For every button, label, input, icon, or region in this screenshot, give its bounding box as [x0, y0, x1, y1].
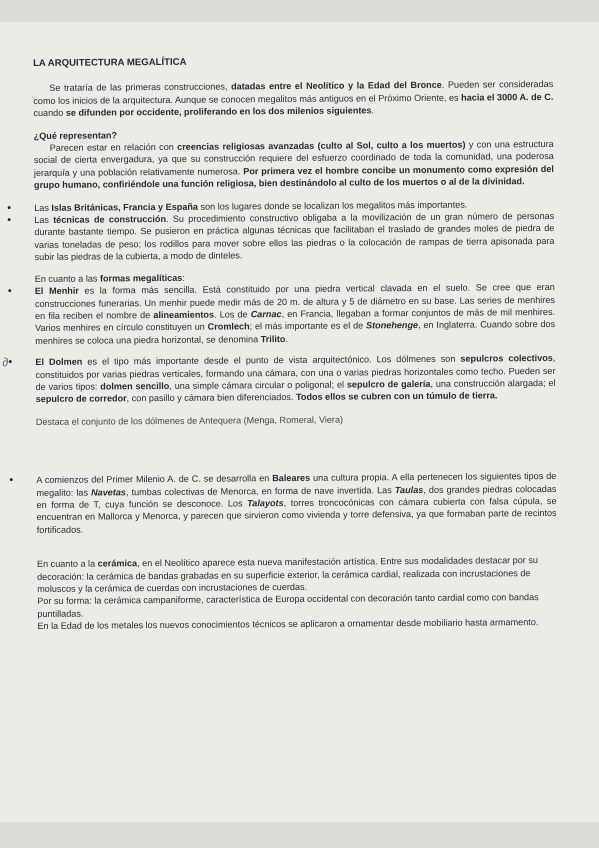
text: : [182, 272, 185, 283]
text: . [285, 333, 289, 344]
page-title: LA ARQUITECTURA MEGALÍTICA [33, 56, 187, 69]
text: En cuanto a la [36, 558, 98, 570]
text: , una construcción alargada; el [430, 377, 556, 389]
bold-text: El Dolmen [35, 356, 83, 368]
ceramica-paragraph-1 [37, 554, 557, 595]
bold-text: Cromlech [207, 321, 250, 332]
text: A comienzos del Primer Milenio A. de C. se desarrolla en [36, 473, 273, 486]
text: , en el Neolítico aparece esta nueva manifestación artística. Entre sus modalidades destacar por su decoración: la cerámica de bandas grabadas en su superficie exterior, la cerámica cardial, realizada con incrustaciones de moluscos y la cerámica de cuerdas con incrustaciones de cuerdas. [37, 555, 538, 594]
text: es la forma más sencilla. Está constituido por una piedra vertical clavada en el suelo. Se cree que eran construcciones funerarias. Un menhir puede medir más de 20 m. de altura y 5 de diámetro en su base. Las series de menhires en fila reciben el nombre de [34, 282, 555, 321]
text: y con una estructura social de cierta envergadura, ya que su construcción requiere del esfuerzo coordinado de toda la comunidad, una poderosa jerarquía y una población relativamente numerosa. [33, 138, 554, 178]
bold-text: Trilito [260, 333, 286, 344]
bold-text: hacia el 3000 A. de C. [461, 91, 554, 103]
bold-text: sepulcro de galería [346, 378, 431, 390]
list-item-dolmen [2, 352, 556, 406]
bold-text: datadas entre el Neolítico y la Edad del Bronce [231, 80, 442, 92]
bold-text: sepulcros colectivos [460, 353, 553, 364]
text: , con pasillo y cámara bien diferenciados. [126, 392, 297, 404]
bold-text: se difunden por occidente, proliferando en los dos milenios siguientes [65, 105, 372, 118]
bold-text: sepulcro de corredor [35, 393, 127, 405]
bold-italic-text: Stonehenge [365, 320, 419, 331]
ceramica-paragraph-3: En la Edad de los metales los nuevos conocimientos técnicos se aplicaron a ornamentar desde mobiliario hasta armamento. [37, 617, 539, 632]
text: , tumbas colectivas de Menorca, en forma de nave invertida. Las [125, 484, 395, 497]
bold-text: Islas Británicas, Francia y España [51, 201, 199, 213]
text: , en Inglaterra. Cuando sobre dos menhires se coloca una piedra horizontal, se denomina [35, 319, 556, 346]
document-page [0, 22, 599, 822]
text: ; el más importante es el de [249, 320, 367, 332]
text: . Los de [213, 309, 251, 320]
text: Las [34, 202, 52, 213]
intro-paragraph [33, 78, 553, 119]
text: . Su procedimiento constructivo obligaba a la movilización de un gran número de personas durante bastante tiempo. Se pusieron en práctica algunas técnicas que facilitaban el traslado de grandes moles de piedra de varias toneladas de peso; los rodillos para mover sobre ellos las piedras o la colocación de rampas de tierra apisonada para subir las piedras de la cubierta, a modo de dinteles. [34, 210, 555, 263]
text: , torres troncocónicas con cámara cubierta con falsa cúpula, se encuentran en Mallorca y Menorca, y parecen que sirvieron como vivienda y torre defensiva, ya que formaban parte de recintos fortificados. [36, 495, 557, 535]
list-item-baleares [36, 470, 556, 536]
bold-italic-text: Taulas [394, 484, 424, 495]
ceramica-paragraph-2: Por su forma: la cerámica campaniforme, característica de Europa occidental con decoración tanto cardial como con bandas puntilladas. [37, 592, 539, 619]
bold-italic-text: Talayots [247, 498, 284, 509]
text: son los lugares donde se localizan los megalitos más importantes. [197, 199, 468, 212]
list-item-techniques [34, 210, 554, 264]
text: . [371, 105, 375, 116]
text: Parecen estar en relación con [49, 141, 178, 153]
text: Las [34, 214, 54, 226]
bold-text: técnicas de construcción [53, 214, 167, 225]
list-item-menhir [35, 281, 555, 347]
section-heading-question: ¿Qué representan? [33, 129, 118, 141]
bold-text: Por primera vez el hombre concibe un monumento como expresión del grupo humano, confiriéndole una función religiosa, bien destinándolo al culto de los muertos o al de la divinidad. [33, 163, 554, 191]
document-body [2, 54, 557, 633]
text: cuando [33, 107, 66, 119]
bold-text: alineamientos [153, 309, 215, 320]
bold-italic-text: Carnac [250, 308, 282, 320]
text: . Pueden ser consideradas como los inicios de la arquitectura. Aunque se conocen megalitos más antiguos en el Próximo Oriente, es [33, 79, 554, 106]
bold-text: El Menhir [34, 285, 79, 297]
bold-text: Todos ellos se cubren con un túmulo de tierra. [295, 390, 498, 403]
bold-text: dolmen sencillo [100, 380, 170, 392]
bold-text: Baleares [272, 472, 311, 484]
bold-text: cerámica [97, 558, 138, 569]
text: , dos grandes piedras colocadas en forma de T, cuya función se desconoce. Los [36, 483, 557, 510]
text: , en Francia, llegaban a formar conjuntos de más de mil menhires. Varios menhires en círculo constituyen un [35, 306, 556, 334]
bold-text: formas megalíticas [99, 272, 183, 284]
text: una cultura propia. A ella pertenecen los siguientes tipos de megalito: las [36, 471, 557, 498]
question-paragraph [34, 138, 554, 192]
text: , constituidos por varias piedras verticales, formando una cámara, con una o varias piedras horizontales como techo. Pueden ser de varios tipos: [35, 353, 556, 392]
bold-italic-text: Navetas [91, 486, 127, 498]
text: Se trataría de las primeras construcciones, [49, 81, 232, 94]
text: , una simple cámara circular o poligonal; el [169, 379, 347, 391]
text: En cuanto a las [34, 273, 100, 284]
text: es el tipo más importante desde el punto de vista arquitectónico. Los dólmenes son [82, 353, 461, 367]
bold-text: creencias religiosas avanzadas (culto al Sol, culto a los muertos) [177, 139, 466, 152]
antequera-note: Destaca el conjunto de los dólmenes de Antequera (Menga, Romeral, Viera) [35, 414, 344, 427]
handwritten-mark: • ∂ [2, 355, 9, 370]
